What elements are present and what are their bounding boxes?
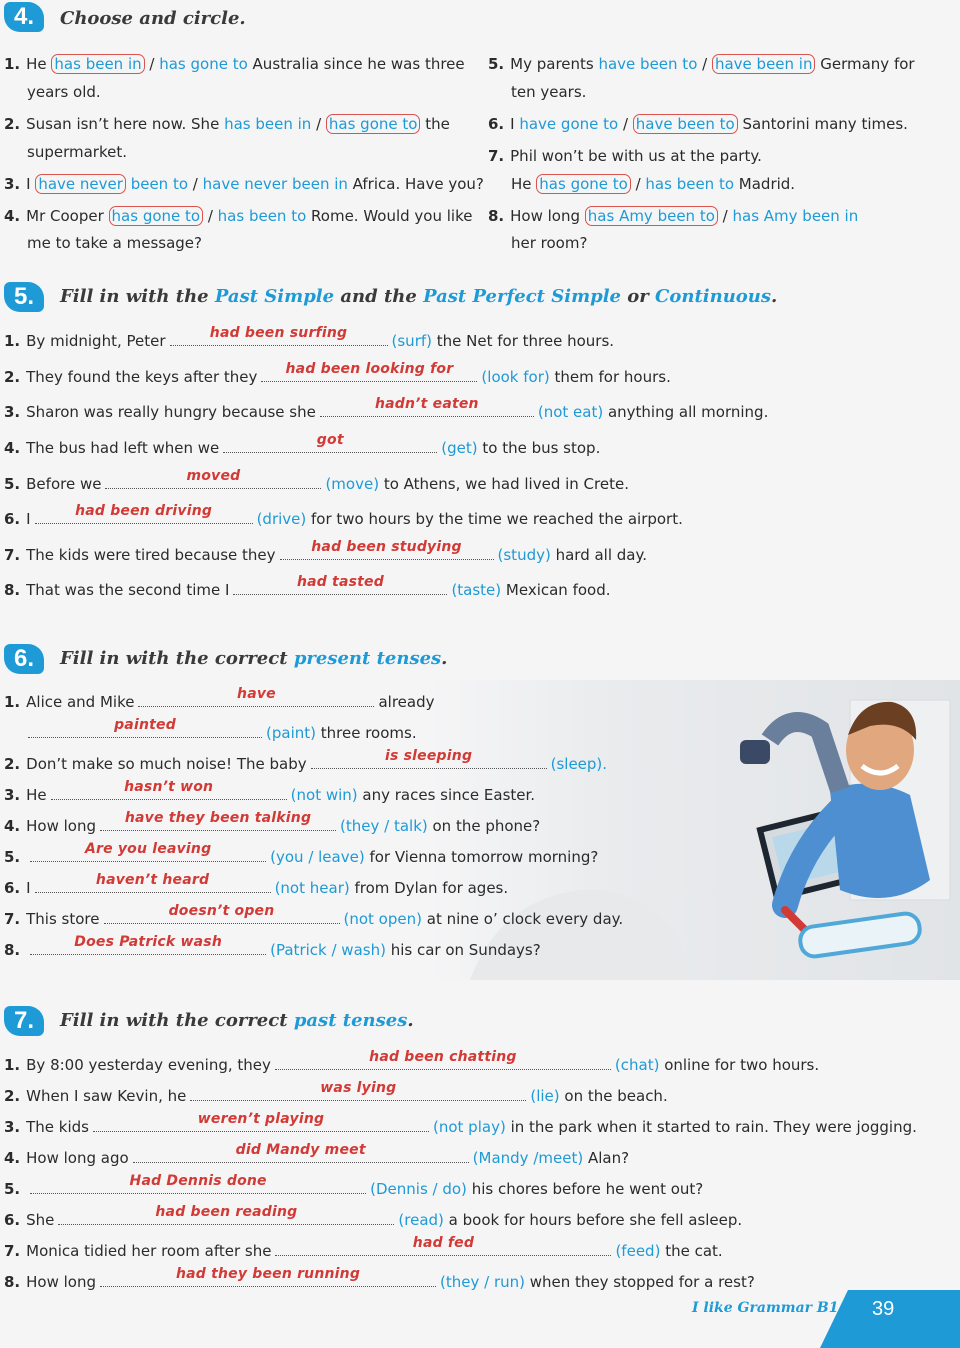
exercise-7-title: Fill in with the correct past tenses.: [60, 1010, 414, 1031]
answer-blank[interactable]: had been studying: [280, 545, 494, 560]
answer-blank[interactable]: had tasted: [233, 580, 447, 595]
answer-blank[interactable]: painted: [28, 723, 262, 738]
circled-choice: has gone to: [536, 174, 631, 194]
answer-blank[interactable]: had been reading: [58, 1210, 394, 1225]
ex6-item-1-cont: painted (paint) three rooms.: [24, 723, 417, 743]
ex4-item-7: 7. Phil won’t be with us at the party.: [488, 147, 762, 165]
page-number: 39: [872, 1298, 895, 1320]
ex6-item-8: 8. Does Patrick wash (Patrick / wash) his car on Sundays?: [4, 934, 541, 959]
circled-choice: has gone to: [326, 114, 421, 134]
ex6-item-5: 5. Are you leaving (you / leave) for Vienna tomorrow morning?: [4, 841, 599, 866]
ex5-item-2: 2. They found the keys after they had been looking for (look for) them for hours.: [4, 361, 671, 386]
ex6-item-7: 7. This store doesn’t open (not open) at nine o’ clock every day.: [4, 903, 624, 928]
ex7-item-4: 4. How long ago did Mandy meet (Mandy /meet) Alan?: [4, 1142, 630, 1167]
ex7-item-8: 8. How long had they been running (they / run) when they stopped for a rest?: [4, 1266, 755, 1291]
answer-blank[interactable]: had they been running: [100, 1272, 436, 1287]
ex5-item-3: 3. Sharon was really hungry because she hadn’t eaten (not eat) anything all morning.: [4, 396, 769, 421]
answer-blank[interactable]: was lying: [190, 1086, 526, 1101]
ex5-item-7: 7. The kids were tired because they had been studying (study) hard all day.: [4, 539, 648, 564]
ex7-item-1: 1. By 8:00 yesterday evening, they had been chatting (chat) online for two hours.: [4, 1049, 820, 1074]
ex4-item-2-cont: supermarket.: [27, 143, 127, 161]
ex4-item-1: 1. He has been in / has gone to Australia since he was three: [4, 55, 465, 73]
ex7-item-5: 5. Had Dennis done (Dennis / do) his chores before he went out?: [4, 1173, 704, 1198]
answer-blank[interactable]: Does Patrick wash: [30, 940, 266, 955]
book-title: I like Grammar B1: [692, 1300, 839, 1316]
circled-choice: have been to: [633, 114, 738, 134]
ex4-item-2: 2. Susan isn’t here now. She has been in / has gone to the: [4, 115, 450, 133]
answer-blank[interactable]: is sleeping: [311, 754, 547, 769]
ex4-item-5-cont: ten years.: [511, 83, 587, 101]
ex4-item-3: 3. I have never been to / have never been in Africa. Have you?: [4, 175, 484, 193]
answer-blank[interactable]: did Mandy meet: [133, 1148, 469, 1163]
answer-blank[interactable]: Had Dennis done: [30, 1179, 366, 1194]
answer-blank[interactable]: Are you leaving: [30, 847, 266, 862]
exercise-6-badge: 6.: [4, 644, 44, 674]
ex7-item-7: 7. Monica tidied her room after she had fed (feed) the cat.: [4, 1235, 723, 1260]
ex6-item-4: 4. How long have they been talking (they / talk) on the phone?: [4, 810, 541, 835]
answer-blank[interactable]: had been driving: [35, 509, 253, 524]
answer-blank[interactable]: haven’t heard: [35, 878, 271, 893]
answer-blank[interactable]: had been surfing: [170, 331, 388, 346]
exercise-7-badge: 7.: [4, 1006, 44, 1036]
ex5-item-5: 5. Before we moved (move) to Athens, we had lived in Crete.: [4, 468, 629, 493]
ex6-item-2: 2. Don’t make so much noise! The baby is sleeping (sleep).: [4, 748, 608, 773]
ex4-item-8-cont: her room?: [511, 234, 588, 252]
circled-choice: have been in: [712, 54, 816, 74]
ex6-item-3: 3. He hasn’t won (not win) any races since Easter.: [4, 779, 536, 804]
circled-choice: has gone to: [109, 206, 204, 226]
answer-blank[interactable]: hadn’t eaten: [320, 402, 534, 417]
ex4-item-8: 8. How long has Amy been to / has Amy been in: [488, 207, 859, 225]
ex7-item-3: 3. The kids weren’t playing (not play) in the park when it started to rain. They were jogging.: [4, 1111, 917, 1136]
answer-blank[interactable]: had fed: [275, 1241, 611, 1256]
exercise-4-badge: 4.: [4, 2, 44, 32]
ex4-item-6: 6. I have gone to / have been to Santorini many times.: [488, 115, 908, 133]
exercise-5-title: Fill in with the Past Simple and the Past Perfect Simple or Continuous.: [60, 286, 778, 307]
circled-choice: have never: [35, 174, 126, 194]
answer-blank[interactable]: weren’t playing: [93, 1117, 429, 1132]
circled-choice: has been in: [51, 54, 144, 74]
answer-blank[interactable]: have they been talking: [100, 816, 336, 831]
ex6-item-6: 6. I haven’t heard (not hear) from Dylan for ages.: [4, 872, 509, 897]
exercise-6-title: Fill in with the correct present tenses.: [60, 648, 448, 669]
answer-blank[interactable]: had been looking for: [261, 367, 477, 382]
ex4-item-4-cont: me to take a message?: [27, 234, 202, 252]
ex5-item-4: 4. The bus had left when we got (get) to the bus stop.: [4, 432, 601, 457]
ex4-item-7-cont: He has gone to / has been to Madrid.: [511, 175, 796, 193]
ex5-item-1: 1. By midnight, Peter had been surfing (surf) the Net for three hours.: [4, 325, 615, 350]
circled-choice: has Amy been to: [585, 206, 718, 226]
ex4-item-1-cont: years old.: [27, 83, 101, 101]
ex7-item-2: 2. When I saw Kevin, he was lying (lie) on the beach.: [4, 1080, 668, 1105]
answer-blank[interactable]: hasn’t won: [51, 785, 287, 800]
answer-blank[interactable]: had been chatting: [275, 1055, 611, 1070]
ex4-item-5: 5. My parents have been to / have been in Germany for: [488, 55, 915, 73]
answer-blank[interactable]: moved: [105, 474, 321, 489]
ex5-item-8: 8. That was the second time I had tasted (taste) Mexican food.: [4, 574, 611, 599]
ex5-item-6: 6. I had been driving (drive) for two hours by the time we reached the airport.: [4, 503, 683, 528]
answer-blank[interactable]: have: [138, 692, 374, 707]
answer-blank[interactable]: got: [223, 438, 437, 453]
answer-blank[interactable]: doesn’t open: [104, 909, 340, 924]
ex4-item-4: 4. Mr Cooper has gone to / has been to Rome. Would you like: [4, 207, 473, 225]
exercise-5-badge: 5.: [4, 282, 44, 312]
ex6-item-1: 1. Alice and Mike have already: [4, 686, 435, 711]
ex7-item-6: 6. She had been reading (read) a book for hours before she fell asleep.: [4, 1204, 743, 1229]
exercise-4-title: Choose and circle.: [60, 8, 246, 29]
